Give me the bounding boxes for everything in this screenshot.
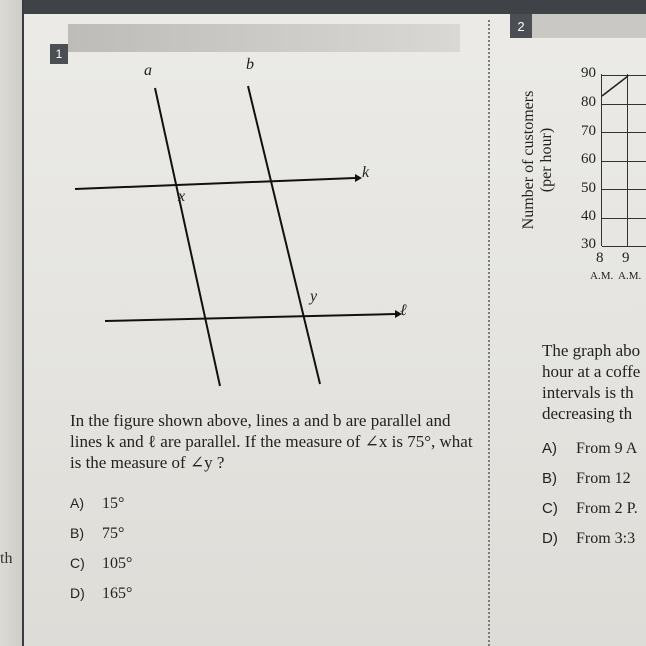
y-tick-50: 50 (581, 180, 596, 196)
question-2-number: 2 (510, 14, 532, 38)
choice-c[interactable] (70, 548, 132, 578)
line-b (248, 86, 320, 384)
line-a (155, 88, 220, 386)
question-2-text-line: decreasing th (542, 404, 633, 423)
previous-page-edge (0, 0, 22, 646)
choice-letter: A) (542, 440, 557, 457)
line-l (105, 314, 395, 321)
parallel-lines-figure (60, 50, 440, 400)
y-tick-80: 80 (581, 94, 596, 110)
parallel-lines-svg (60, 50, 440, 400)
choice-value: 75° (102, 525, 125, 542)
choice-value: From 3:3 (576, 530, 636, 547)
choice-letter: D) (70, 585, 85, 601)
y-tick-70: 70 (581, 123, 596, 139)
question-1-text: In the figure shown above, lines a and b are parallel and lines k and ℓ are parallel. If the measure of ∠x is 75°, what is the measure of ∠y ? (70, 411, 473, 472)
choice-value: 165° (102, 585, 133, 602)
question-1-header-bar (68, 24, 460, 52)
choice-value: 15° (102, 495, 125, 512)
y-tick-90: 90 (581, 65, 596, 81)
y-tick-40: 40 (581, 208, 596, 224)
choice-b[interactable] (70, 518, 132, 548)
choice-value: From 2 P. (576, 500, 638, 517)
choice-letter: C) (542, 500, 558, 517)
line-k-arrowhead (355, 174, 362, 182)
choice-d[interactable] (70, 578, 132, 608)
column-divider (488, 20, 490, 646)
question-2-text-line: The graph abo (542, 341, 641, 360)
x-unit-am: A.M. (618, 270, 642, 282)
previous-page-edge-text: th (0, 550, 13, 567)
chart-y-axis-label-line-1: Number of customers (520, 90, 537, 230)
x-tick-9: 9 (622, 250, 630, 266)
label-k: k (362, 164, 370, 181)
question-1-choices (70, 488, 132, 608)
choice-a[interactable] (70, 488, 132, 518)
choice-letter: D) (542, 530, 558, 547)
y-tick-30: 30 (581, 236, 596, 252)
question-2-text-line: intervals is th (542, 383, 634, 402)
choice-value: From 9 A (576, 440, 638, 457)
x-unit-am: A.M. (590, 270, 614, 282)
question-2-text-line: hour at a coffe (542, 362, 641, 381)
choice-letter: C) (70, 555, 85, 571)
line-k (75, 178, 355, 189)
top-shadow-bar (24, 0, 646, 14)
choice-letter: A) (70, 495, 84, 511)
label-y: y (310, 288, 318, 305)
choice-value: 105° (102, 555, 133, 572)
label-l: ℓ (400, 302, 407, 319)
choice-letter: B) (70, 525, 84, 541)
label-x: x (178, 188, 186, 205)
y-tick-60: 60 (581, 151, 596, 167)
question-1-number: 1 (50, 44, 68, 64)
x-tick-8: 8 (596, 250, 604, 266)
choice-letter: B) (542, 470, 557, 487)
label-b: b (246, 56, 254, 73)
choice-value: From 12 (576, 470, 631, 487)
label-a: a (144, 62, 152, 79)
chart-y-axis-label-line-2: (per hour) (538, 127, 555, 193)
